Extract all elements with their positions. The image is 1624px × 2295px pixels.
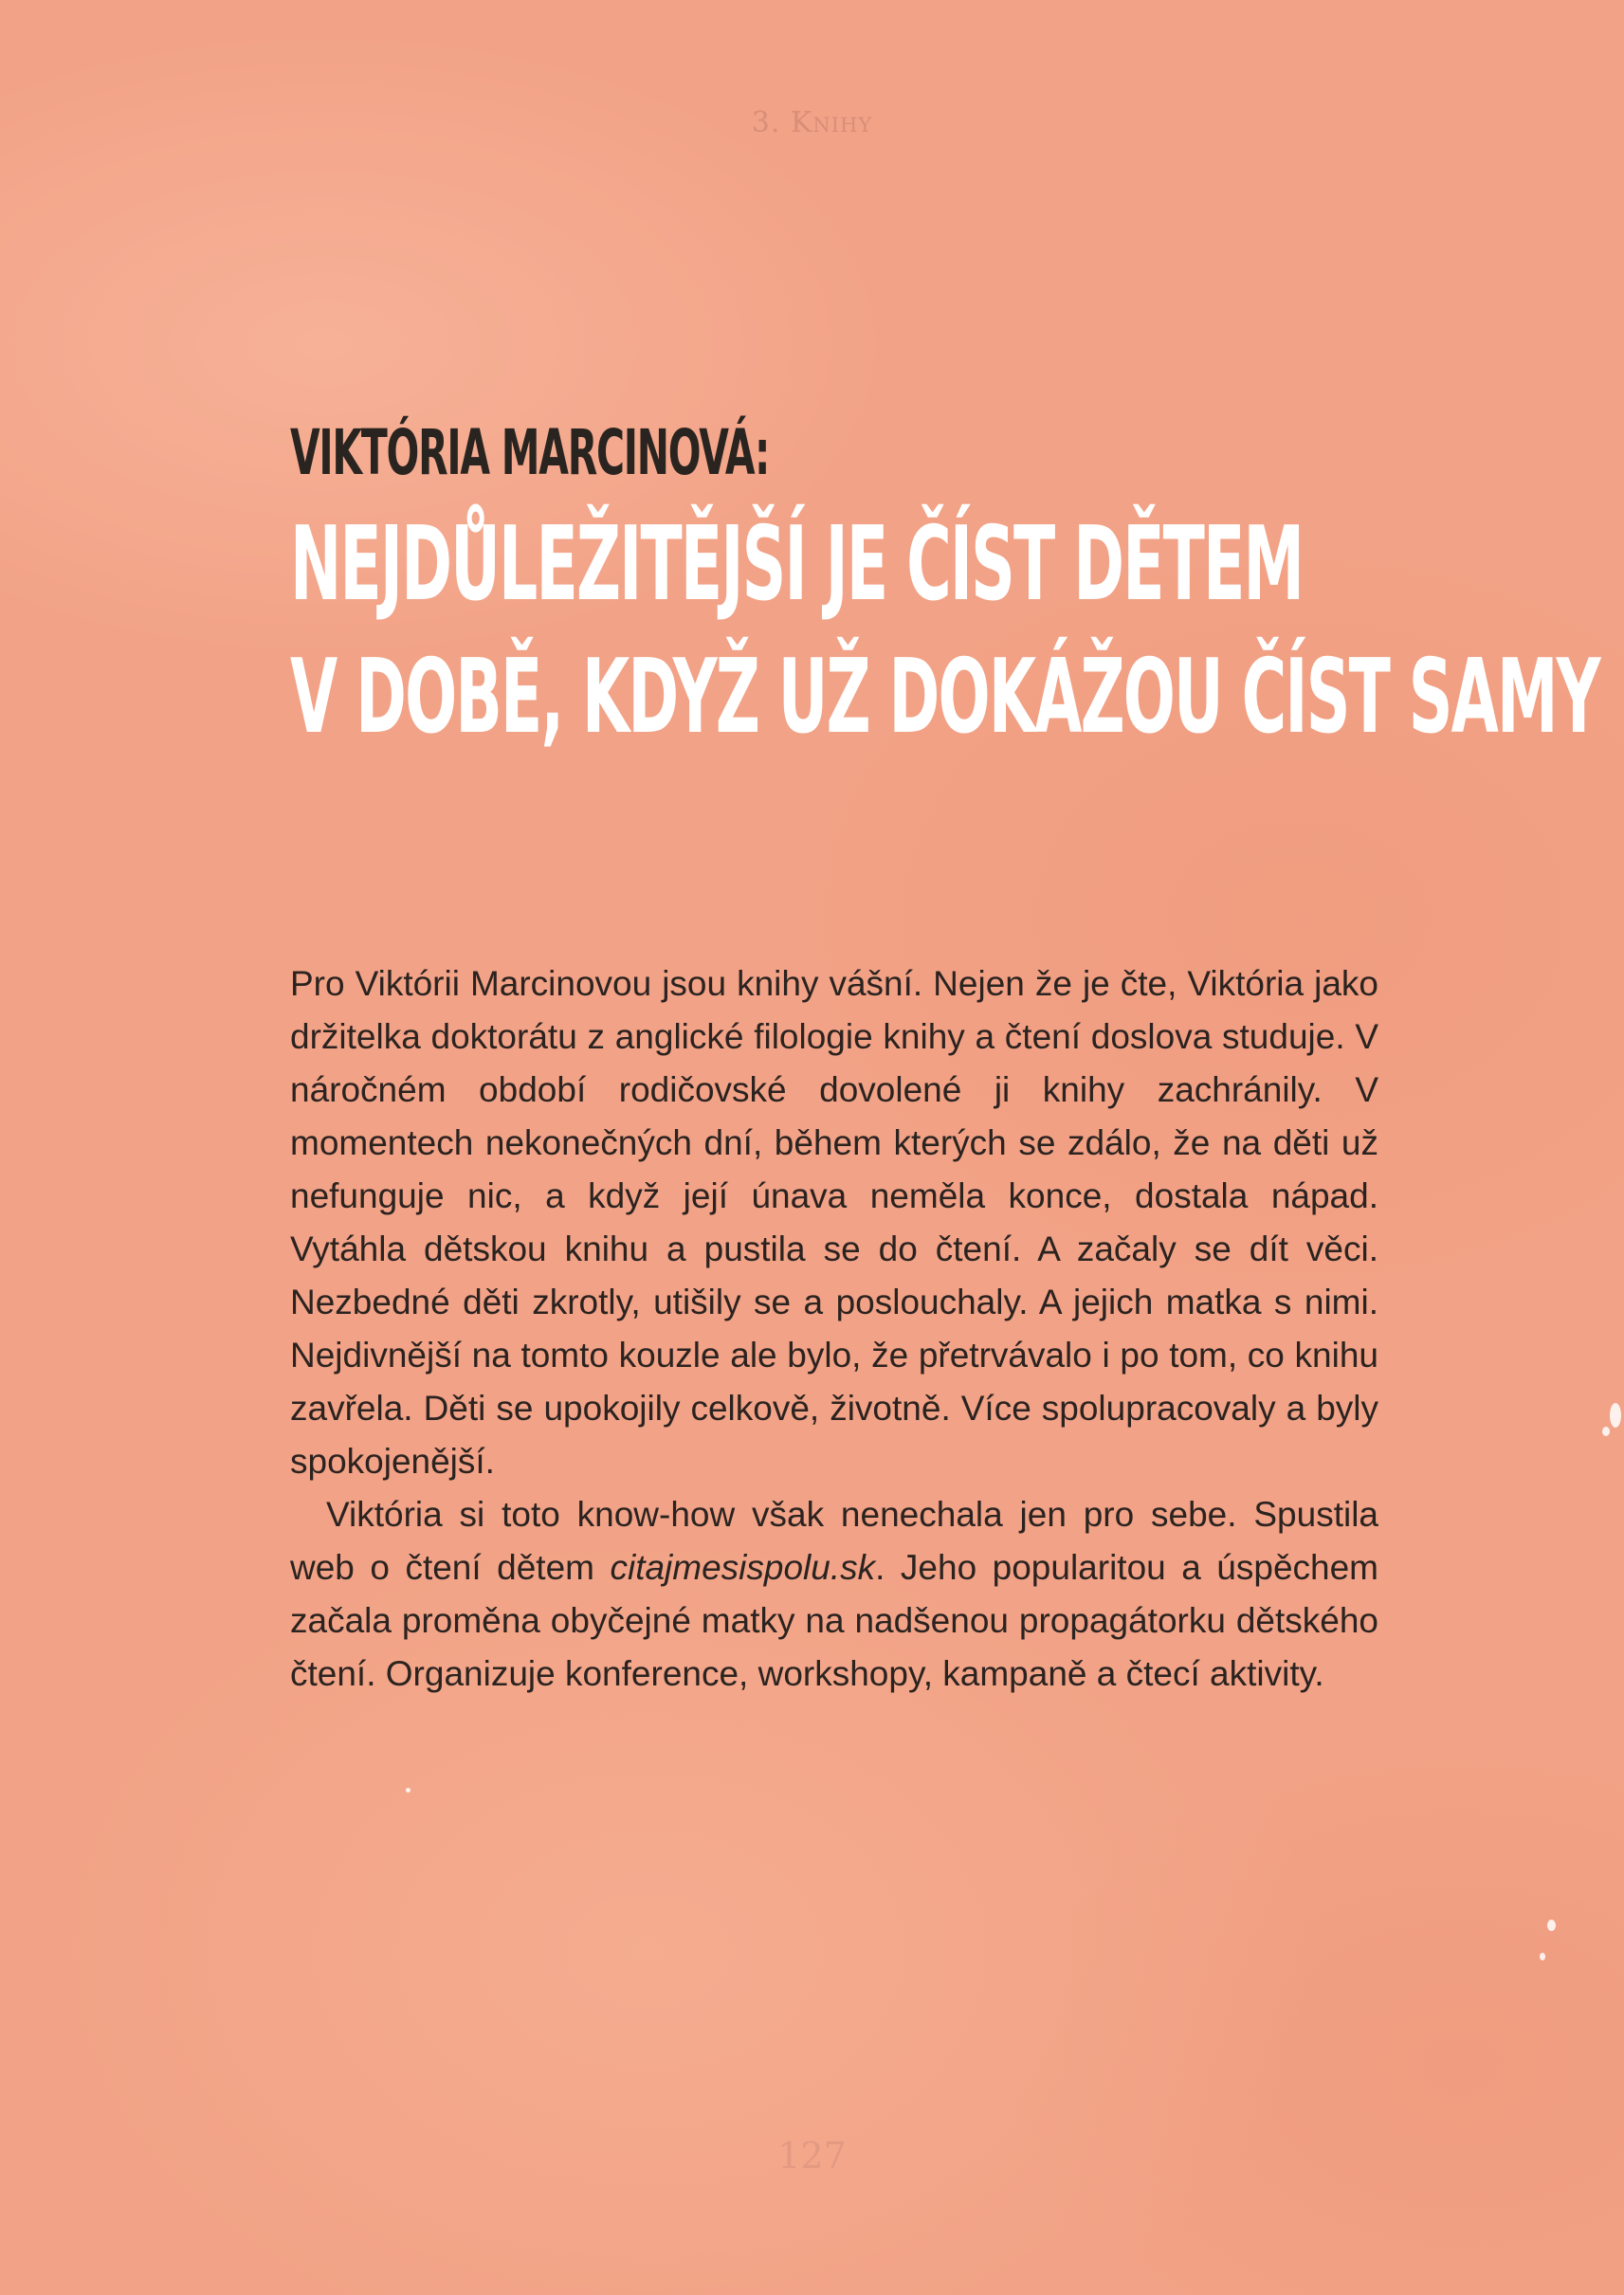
title-main: [290, 499, 1599, 765]
paper-speck: [1602, 1427, 1610, 1436]
paper-speck: [406, 1788, 411, 1793]
body-text: [290, 957, 1378, 1701]
paper-speck: [1610, 1403, 1621, 1428]
website-reference: citajmesispolu.sk: [610, 1548, 876, 1587]
paragraph-2: [290, 1488, 1378, 1701]
paragraph-1: Pro Viktórii Marcinovou jsou knihy vášní. Nejen že je čte, Viktória jako držitelka doktorátu z anglické filologie knihy a čtení doslova studuje. V náročném období rodičovské dovolené ji knihy zachránily. V momentech nekonečných dní, během kterých se zdálo, že na děti už nefunguje nic, a když její únava neměla konce, dostala nápad. Vytáhla dětskou knihu a pustila se do čtení. A začaly se dít věci. Nezbedné děti zkrotly, utišily se a poslouchaly. A jejich matka s nimi. Nejdivnější na tomto kouzle ale bylo, že přetrvávalo i po tom, co knihu zavřela. Děti se upokojily celkově, životně. Více spolupracovaly a byly spokojenější.: [290, 964, 1378, 1481]
page-number: 127: [777, 2135, 847, 2177]
paper-speck: [1540, 1953, 1545, 1960]
title-line-1: NEJDŮLEŽITĚJŠÍ JE ČÍST DĚTEM: [290, 504, 1304, 624]
paper-speck: [1547, 1920, 1556, 1931]
running-head: 3. Knihy: [751, 106, 873, 139]
paragraph-2-start: Viktória si toto know-how však nenechala jen pro sebe. Spustila web o čtení dětem: [290, 1495, 1378, 1587]
title-name: VIKTÓRIA MARCINOVÁ:: [290, 416, 770, 489]
paragraph-2-end: . Jeho popularitou a úspěchem začala proměna obyčejné matky na nadšenou propagátorku dětského čtení. Organizuje konference, workshopy, kampaně a čtecí aktivity.: [290, 1548, 1378, 1693]
chapter-title: [290, 416, 1599, 765]
title-line-2: V DOBĚ, KDYŽ UŽ DOKÁŽOU ČÍST SAMY: [290, 638, 1599, 757]
